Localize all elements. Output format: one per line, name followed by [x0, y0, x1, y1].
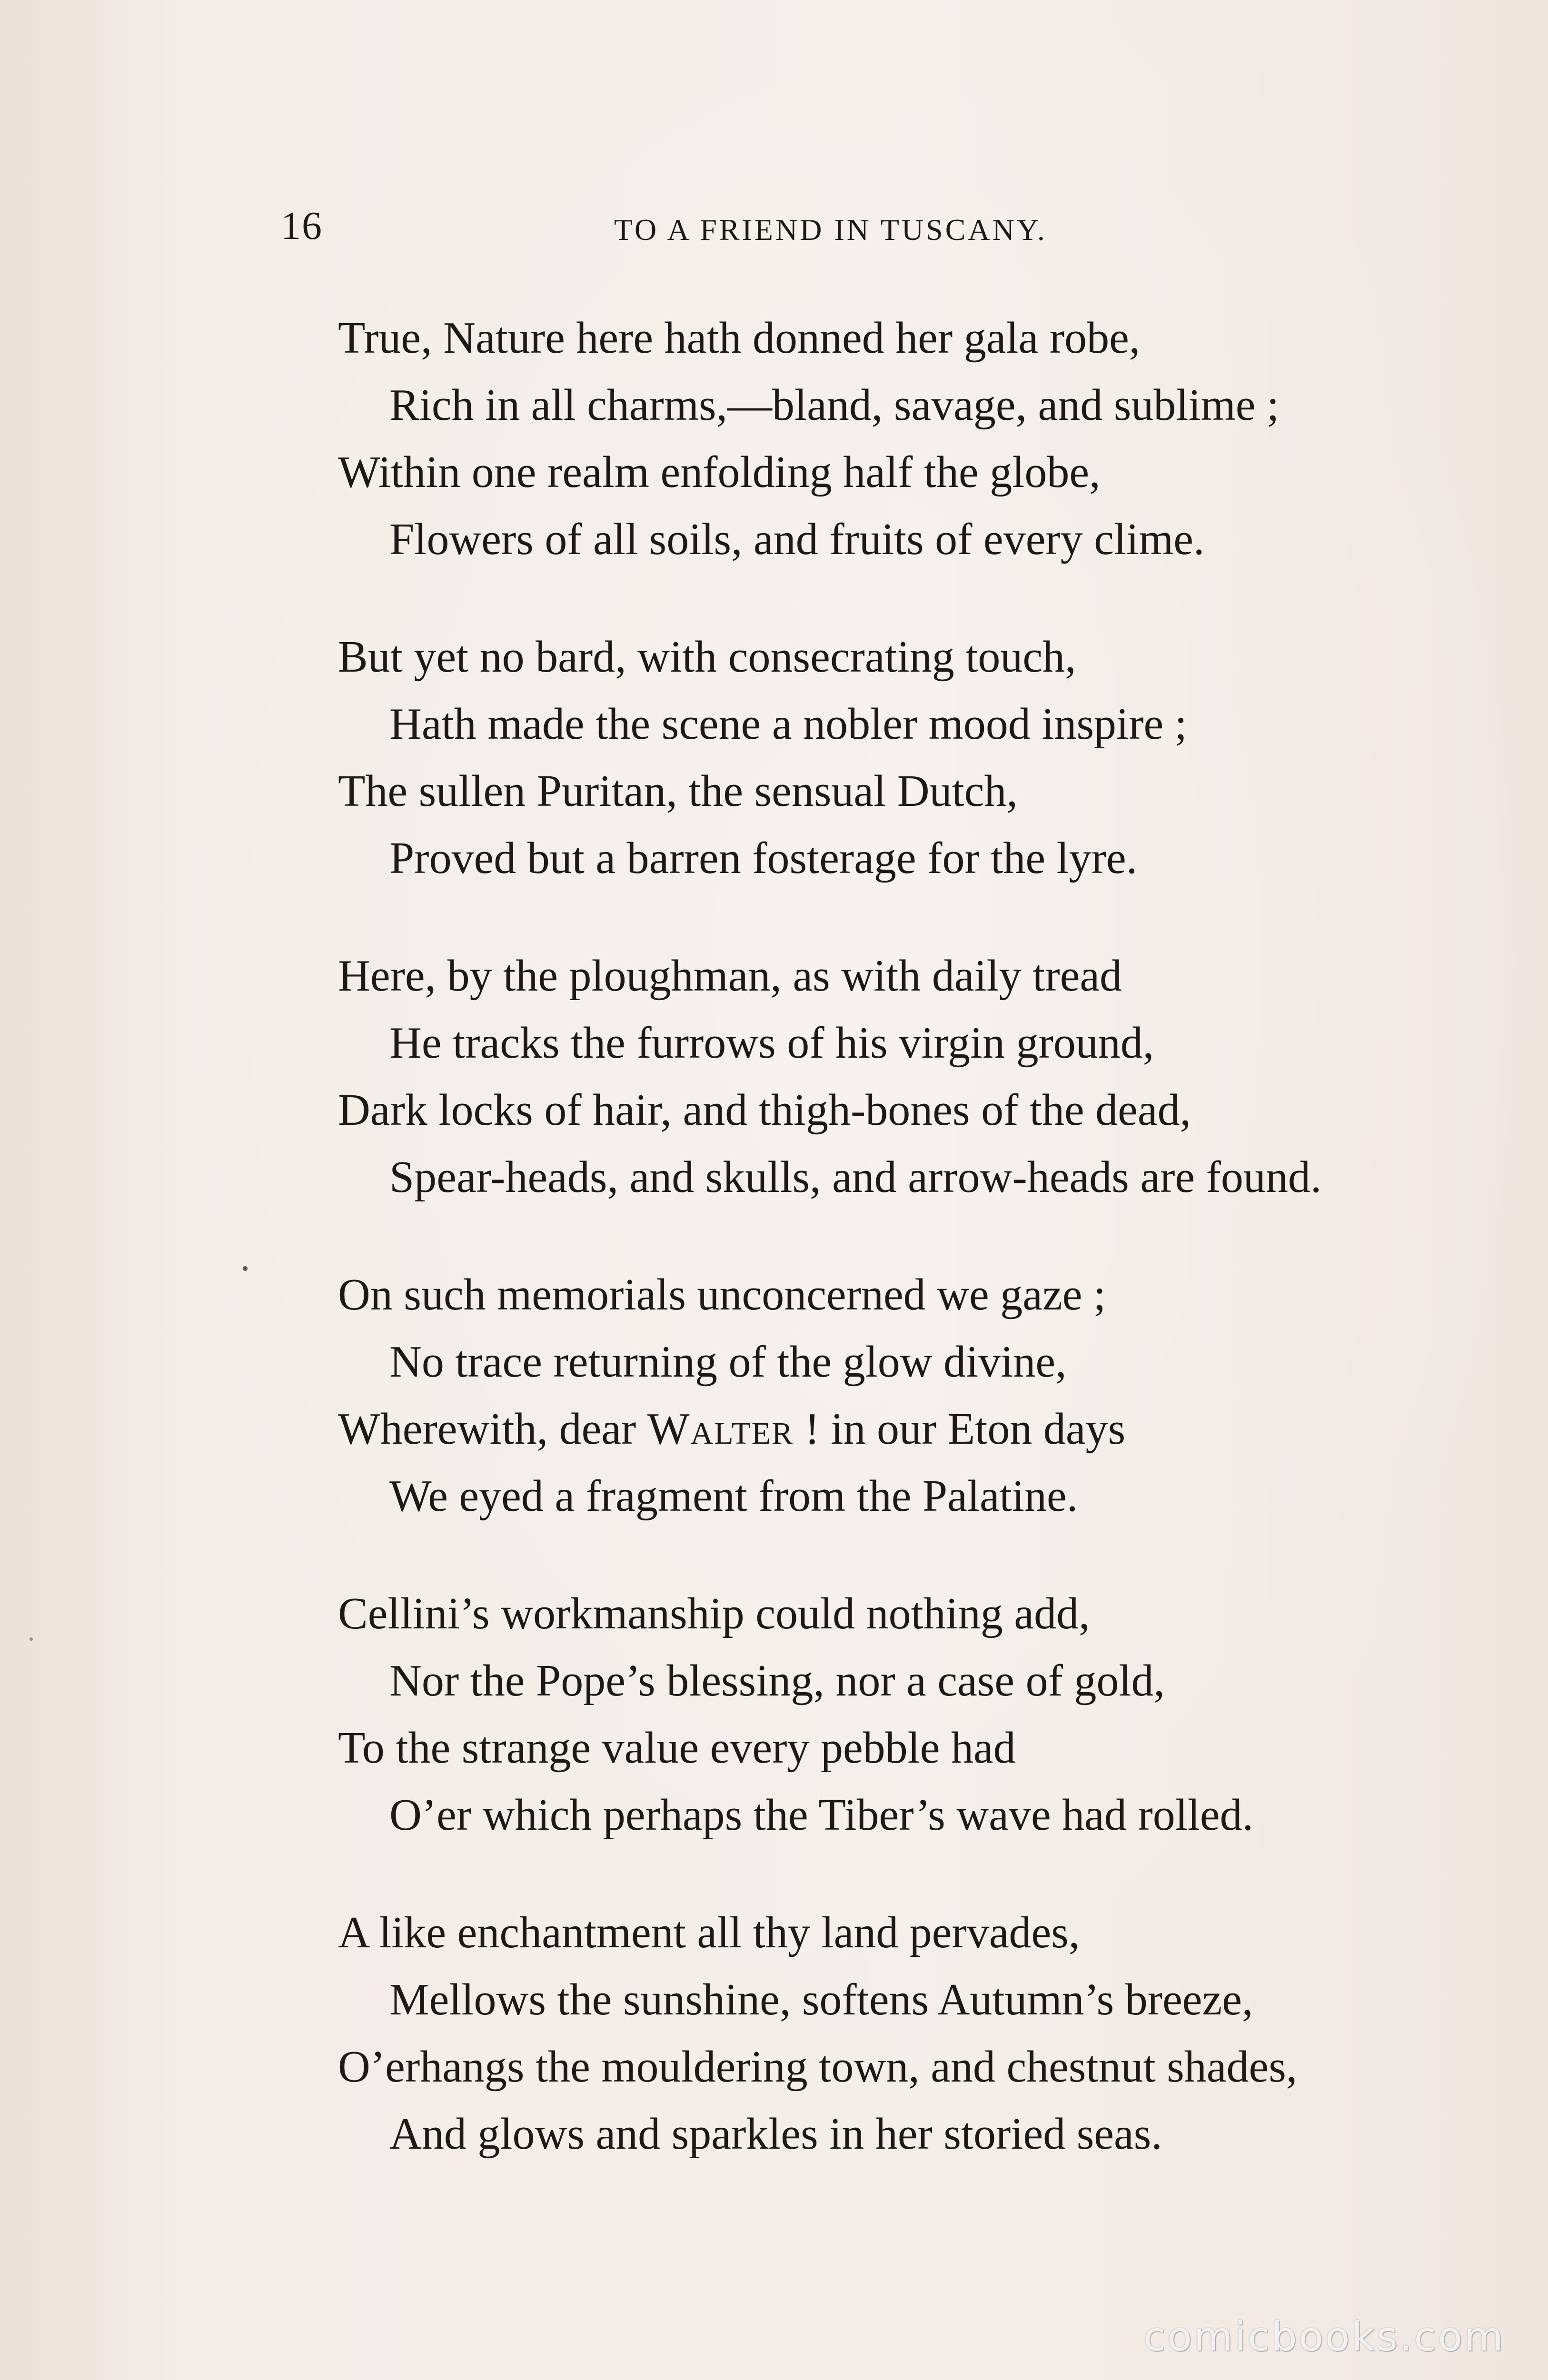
poem-line: O’er which perhaps the Tiber’s wave had rolled.: [389, 1790, 1254, 1840]
poem-line: He tracks the furrows of his virgin ground,: [389, 1018, 1154, 1068]
poem-body: [338, 305, 1499, 2218]
poem-line-text: ! in our Eton days: [794, 1404, 1126, 1454]
poem-line: Flowers of all soils, and fruits of every clime.: [389, 515, 1205, 564]
stanza-3: [338, 942, 1499, 1211]
running-title: TO A FRIEND IN TUSCANY.: [614, 213, 1047, 247]
poem-line: Within one realm enfolding half the globe,: [338, 447, 1101, 497]
addressee-name: Walter: [647, 1404, 794, 1454]
poem-line: Here, by the ploughman, as with daily tread: [338, 951, 1122, 1001]
poem-line: And glows and sparkles in her storied seas.: [389, 2109, 1162, 2159]
poem-line: Nor the Pope’s blessing, nor a case of gold,: [389, 1656, 1165, 1706]
poem-line: Mellows the sunshine, softens Autumn’s breeze,: [389, 1975, 1253, 2024]
stanza-5: [338, 1580, 1499, 1849]
poem-line: Hath made the scene a nobler mood inspire ;: [389, 699, 1187, 749]
poem-line: True, Nature here hath donned her gala robe,: [338, 313, 1141, 363]
poem-line: But yet no bard, with consecrating touch,: [338, 632, 1076, 682]
poem-line: O’erhangs the mouldering town, and chestnut shades,: [338, 2042, 1298, 2092]
stanza-4: [338, 1261, 1499, 1530]
poem-line: Cellini’s workmanship could nothing add,: [338, 1589, 1090, 1638]
poem-line-text: Wherewith, dear: [338, 1404, 647, 1454]
poem-line: On such memorials unconcerned we gaze ;: [338, 1270, 1106, 1319]
ink-speck: [243, 1266, 248, 1271]
stanza-1: [338, 305, 1499, 573]
poem-line: To the strange value every pebble had: [338, 1723, 1016, 1773]
poem-line: No trace returning of the glow divine,: [389, 1337, 1067, 1387]
stanza-6: [338, 1899, 1499, 2168]
watermark: comicbooks.com: [1143, 2313, 1505, 2360]
poem-line: The sullen Puritan, the sensual Dutch,: [338, 766, 1018, 816]
page-number: 16: [281, 204, 323, 248]
poem-line: We eyed a fragment from the Palatine.: [389, 1471, 1078, 1521]
ink-speck: [30, 1637, 33, 1641]
poem-line: Spear-heads, and skulls, and arrow-heads are found.: [389, 1152, 1322, 1202]
poem-line: A like enchantment all thy land pervades,: [338, 1908, 1080, 1957]
poem-line: Dark locks of hair, and thigh-bones of the dead,: [338, 1085, 1191, 1135]
poem-line: Rich in all charms,—bland, savage, and sublime ;: [389, 380, 1280, 430]
running-head: [0, 202, 1548, 250]
poem-line: [338, 1396, 1499, 1463]
stanza-2: [338, 624, 1499, 892]
poem-line: Proved but a barren fosterage for the lyre.: [389, 833, 1138, 883]
